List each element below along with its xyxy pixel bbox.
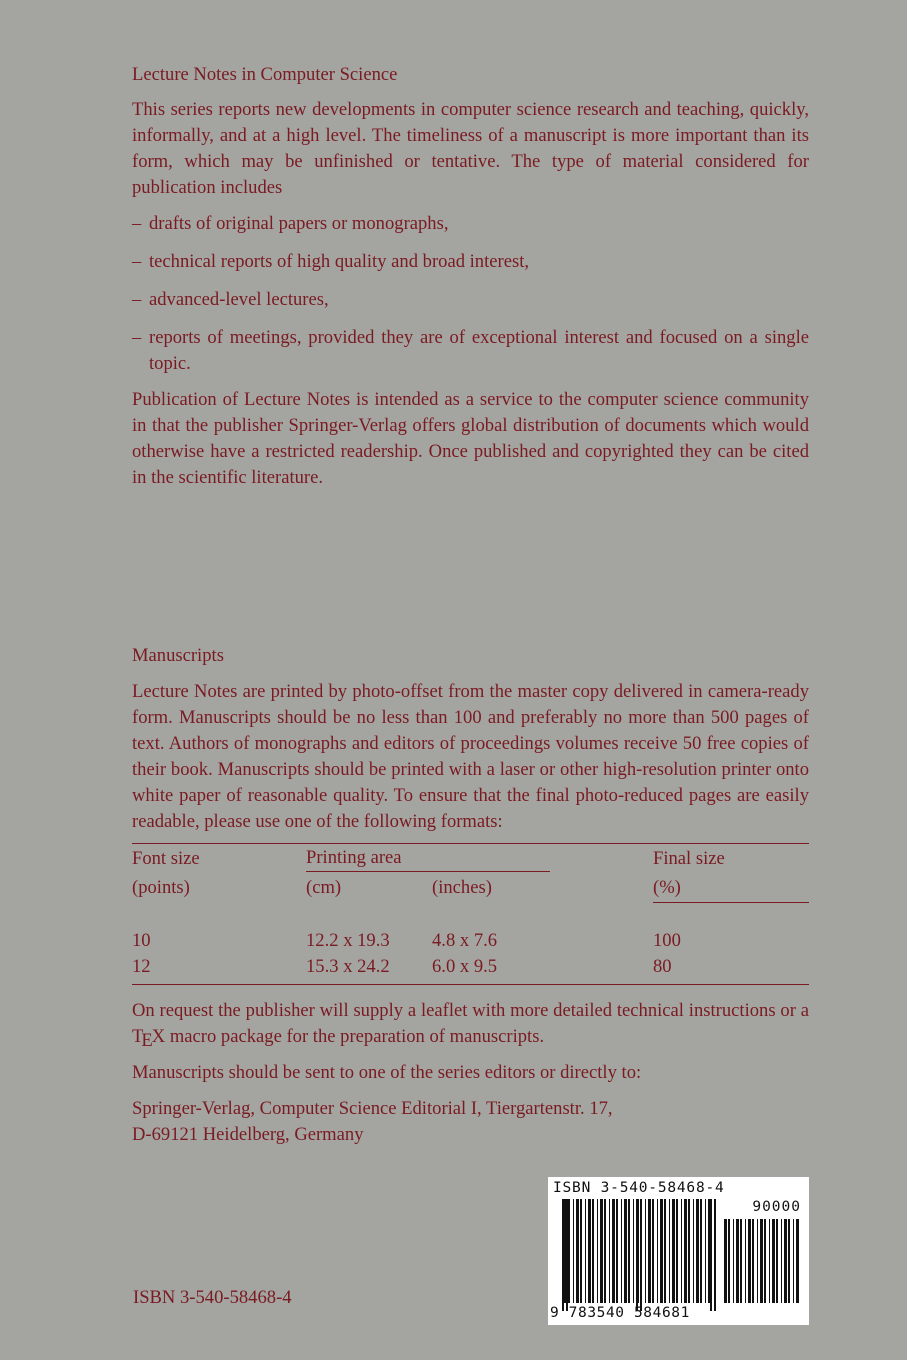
- printing-area-rule: [306, 871, 550, 872]
- material-list: [132, 211, 809, 377]
- publication-paragraph: Publication of Lecture Notes is intended as a service to the computer science community in that the publisher Springer-Verlag offers global distribution of documents which would otherwise have a restricted readership. Once published and copyrighted they can be cited in the scientific literature.: [132, 389, 809, 488]
- col-points: (points): [132, 877, 190, 898]
- address-line-2: D-69121 Heidelberg, Germany: [132, 1124, 364, 1145]
- request-paragraph: On request the publisher will supply a leaflet with more detailed technical instructions or a TEX macro package for the preparation of manuscripts.: [132, 1000, 809, 1051]
- isbn-footer: ISBN 3-540-58468-4: [133, 1287, 292, 1308]
- table-row: 12 15.3 x 24.2 6.0 x 9.5 80: [132, 956, 672, 977]
- barcode-isbn-label: ISBN 3-540-58468-4: [553, 1180, 725, 1196]
- formats-table-wrapper: [132, 843, 809, 985]
- list-item: – advanced-level lectures,: [132, 289, 329, 310]
- header-rule: [653, 902, 809, 903]
- manuscripts-section: [132, 643, 809, 1148]
- series-intro: This series reports new developments in computer science research and teaching, quickly, informally, and at a high level. The timeliness of a manuscript is more important than its form, which may be unfinished or tentative. The type of material considered for publication includes: [132, 99, 809, 198]
- list-item: – technical reports of high quality and broad interest,: [132, 251, 530, 272]
- col-cm: (cm): [306, 877, 342, 898]
- col-printing-area-cell: [306, 844, 653, 874]
- col-font-size: Font size: [132, 848, 200, 869]
- tex-logo: TEX: [132, 1026, 166, 1051]
- barcode: [548, 1177, 809, 1325]
- barcode-addon-digits: 90000: [752, 1199, 801, 1215]
- series-section: [132, 62, 809, 491]
- list-item: – reports of meetings, provided they are of exceptional interest and focused on a single topic.: [132, 327, 809, 374]
- formats-table: [132, 844, 809, 980]
- barcode-bars-icon: [548, 1177, 809, 1325]
- col-inches: (inches): [432, 877, 492, 898]
- col-printing-area: Printing area: [306, 846, 402, 868]
- barcode-ean-digits: 9 783540 584681: [550, 1305, 690, 1321]
- col-final-size: Final size: [653, 848, 725, 869]
- table-row: 10 12.2 x 19.3 4.8 x 7.6 100: [132, 930, 681, 951]
- table-bottom-rule: [132, 984, 809, 985]
- col-percent: (%): [653, 877, 681, 898]
- manuscripts-title: Manuscripts: [132, 645, 224, 666]
- send-to-paragraph: Manuscripts should be sent to one of the series editors or directly to:: [132, 1062, 642, 1083]
- manuscripts-body: Lecture Notes are printed by photo-offset from the master copy delivered in camera-ready form. Manuscripts should be no less than 100 and preferably no more than 500 pages of text. Authors of monographs and editors of proceedings volumes receive 50 free copies of their book. Manuscripts should be printed with a laser or other high-resolution printer onto white paper of reasonable quality. To ensure that the final photo-reduced pages are easily readable, please use one of the following formats:: [132, 681, 809, 832]
- series-title: Lecture Notes in Computer Science: [132, 64, 398, 85]
- list-item: – drafts of original papers or monographs,: [132, 213, 449, 234]
- address-line-1: Springer-Verlag, Computer Science Editorial I, Tiergartenstr. 17,: [132, 1098, 613, 1119]
